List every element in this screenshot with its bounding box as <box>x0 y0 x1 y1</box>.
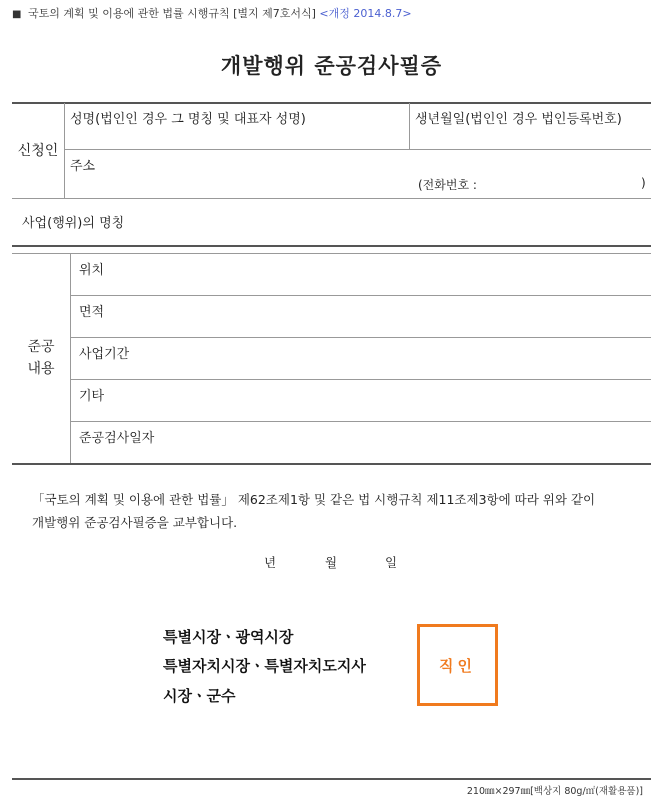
issuer-line-3: 시장ㆍ군수 <box>163 687 236 705</box>
header-law-reference: 국토의 계획 및 이용에 관한 법률 시행규칙 [별지 제7호서식] <box>27 7 316 20</box>
applicant-section-label: 신청인 <box>17 143 59 159</box>
completion-label-line2: 내용 <box>27 361 55 377</box>
project-name-label: 사업(행위)의 명칭 <box>22 216 125 231</box>
completion-row-divider <box>71 295 651 296</box>
date-day: 일 <box>385 555 398 570</box>
seal-text: 직인 <box>439 656 476 675</box>
other-label: 기타 <box>79 389 105 404</box>
footer-border <box>12 778 651 780</box>
applicant-birth-label: 생년월일(법인인 경우 법인등록번호) <box>415 112 622 127</box>
completion-section-label <box>12 336 70 380</box>
completion-row-divider <box>71 337 651 338</box>
name-birth-divider <box>409 103 410 149</box>
completion-divider <box>70 254 71 464</box>
applicant-phone-close: ) <box>641 176 646 190</box>
applicant-bottom-border <box>12 198 651 199</box>
statement-text: 「국토의 계획 및 이용에 관한 법률」 제62조제1항 및 같은 법 시행규칙 제11조제3항에 따라 위와 같이 개발행위 준공검사필증을 교부합니다. <box>32 492 596 530</box>
applicant-phone-label: (전화번호 : <box>418 178 477 192</box>
project-bottom-border <box>12 245 651 247</box>
completion-label-line1: 준공 <box>27 339 55 355</box>
paper-spec: 210㎜×297㎜[백상지 80g/㎡(재활용품)] <box>466 786 643 797</box>
area-label: 면적 <box>79 305 105 320</box>
applicant-address-label: 주소 <box>70 159 96 174</box>
location-label: 위치 <box>79 263 105 278</box>
official-seal-box <box>417 624 498 706</box>
issuer-line-2: 특별자치시장ㆍ특별자치도지사 <box>163 657 366 675</box>
table-bottom-border <box>12 463 651 465</box>
completion-top-border <box>12 253 651 254</box>
applicant-name-label: 성명(법인인 경우 그 명칭 및 대표자 성명) <box>70 112 306 127</box>
header-marker: ■ <box>12 9 22 20</box>
date-year: 년 <box>264 555 277 570</box>
project-period-label: 사업기간 <box>79 347 130 362</box>
table-top-border <box>12 102 651 104</box>
header-revision-date: <개정 2014.8.7> <box>319 7 412 20</box>
applicant-row-divider <box>65 149 651 150</box>
completion-row-divider <box>71 379 651 380</box>
form-header <box>12 5 412 21</box>
document-title: 개발행위 준공검사필증 <box>220 54 443 78</box>
issuer-line-1: 특별시장ㆍ광역시장 <box>163 628 294 646</box>
inspection-date-label: 준공검사일자 <box>79 431 155 446</box>
completion-row-divider <box>71 421 651 422</box>
date-month: 월 <box>325 555 338 570</box>
applicant-divider <box>64 103 65 198</box>
